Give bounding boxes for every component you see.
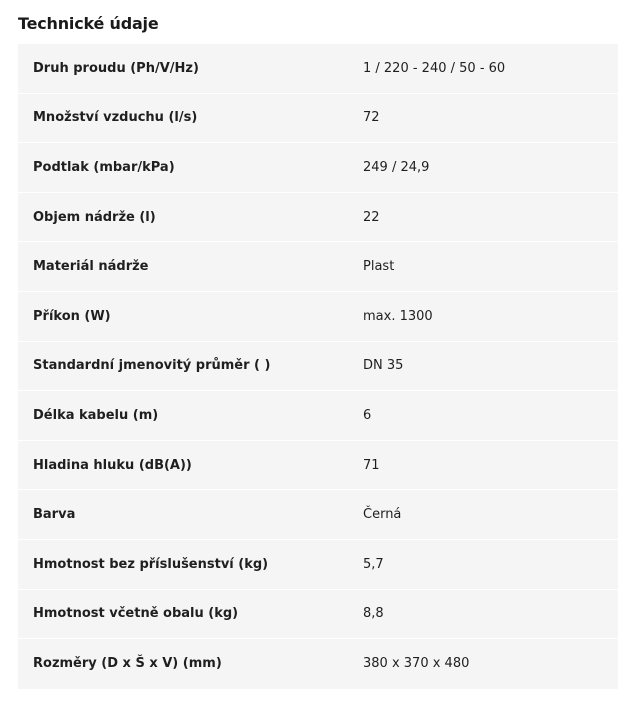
spec-value: 71: [363, 457, 380, 473]
spec-label: Objem nádrže (l): [33, 209, 156, 225]
spec-label: Druh proudu (Ph/V/Hz): [33, 60, 199, 76]
spec-value: 380 x 370 x 480: [363, 656, 470, 672]
spec-label: Hladina hluku (dB(A)): [33, 457, 192, 473]
spec-value: max. 1300: [363, 308, 433, 324]
spec-label: Příkon (W): [33, 308, 111, 324]
spec-value: 72: [363, 110, 380, 126]
spec-row: [18, 242, 618, 292]
spec-label: Standardní jmenovitý průměr ( ): [33, 358, 271, 374]
spec-label: Materiál nádrže: [33, 259, 149, 275]
spec-row: [18, 490, 618, 540]
spec-value: 1 / 220 - 240 / 50 - 60: [363, 60, 506, 76]
spec-value: 8,8: [363, 606, 384, 622]
spec-value: 5,7: [363, 556, 384, 572]
spec-value: DN 35: [363, 358, 404, 374]
spec-row: [18, 441, 618, 491]
spec-row: [18, 143, 618, 193]
spec-row: [18, 540, 618, 590]
spec-value: 22: [363, 209, 380, 225]
spec-label: Hmotnost včetně obalu (kg): [33, 606, 239, 622]
spec-row: [18, 639, 618, 689]
spec-row: [18, 391, 618, 441]
spec-value: Plast: [363, 259, 395, 275]
spec-row: [18, 94, 618, 144]
spec-label: Množství vzduchu (l/s): [33, 110, 198, 126]
spec-row: [18, 44, 618, 94]
spec-value: 249 / 24,9: [363, 159, 430, 175]
spec-label: Rozměry (D x Š x V) (mm): [33, 656, 222, 672]
spec-row: [18, 590, 618, 640]
spec-label: Barva: [33, 507, 76, 523]
spec-row: [18, 193, 618, 243]
spec-row: [18, 342, 618, 392]
spec-label: Podtlak (mbar/kPa): [33, 159, 175, 175]
section-title: Technické údaje: [18, 14, 159, 33]
spec-label: Délka kabelu (m): [33, 407, 159, 423]
spec-value: 6: [363, 407, 372, 423]
spec-value: Černá: [363, 507, 402, 523]
spec-row: [18, 292, 618, 342]
spec-table: [18, 44, 618, 689]
spec-label: Hmotnost bez příslušenství (kg): [33, 556, 269, 572]
